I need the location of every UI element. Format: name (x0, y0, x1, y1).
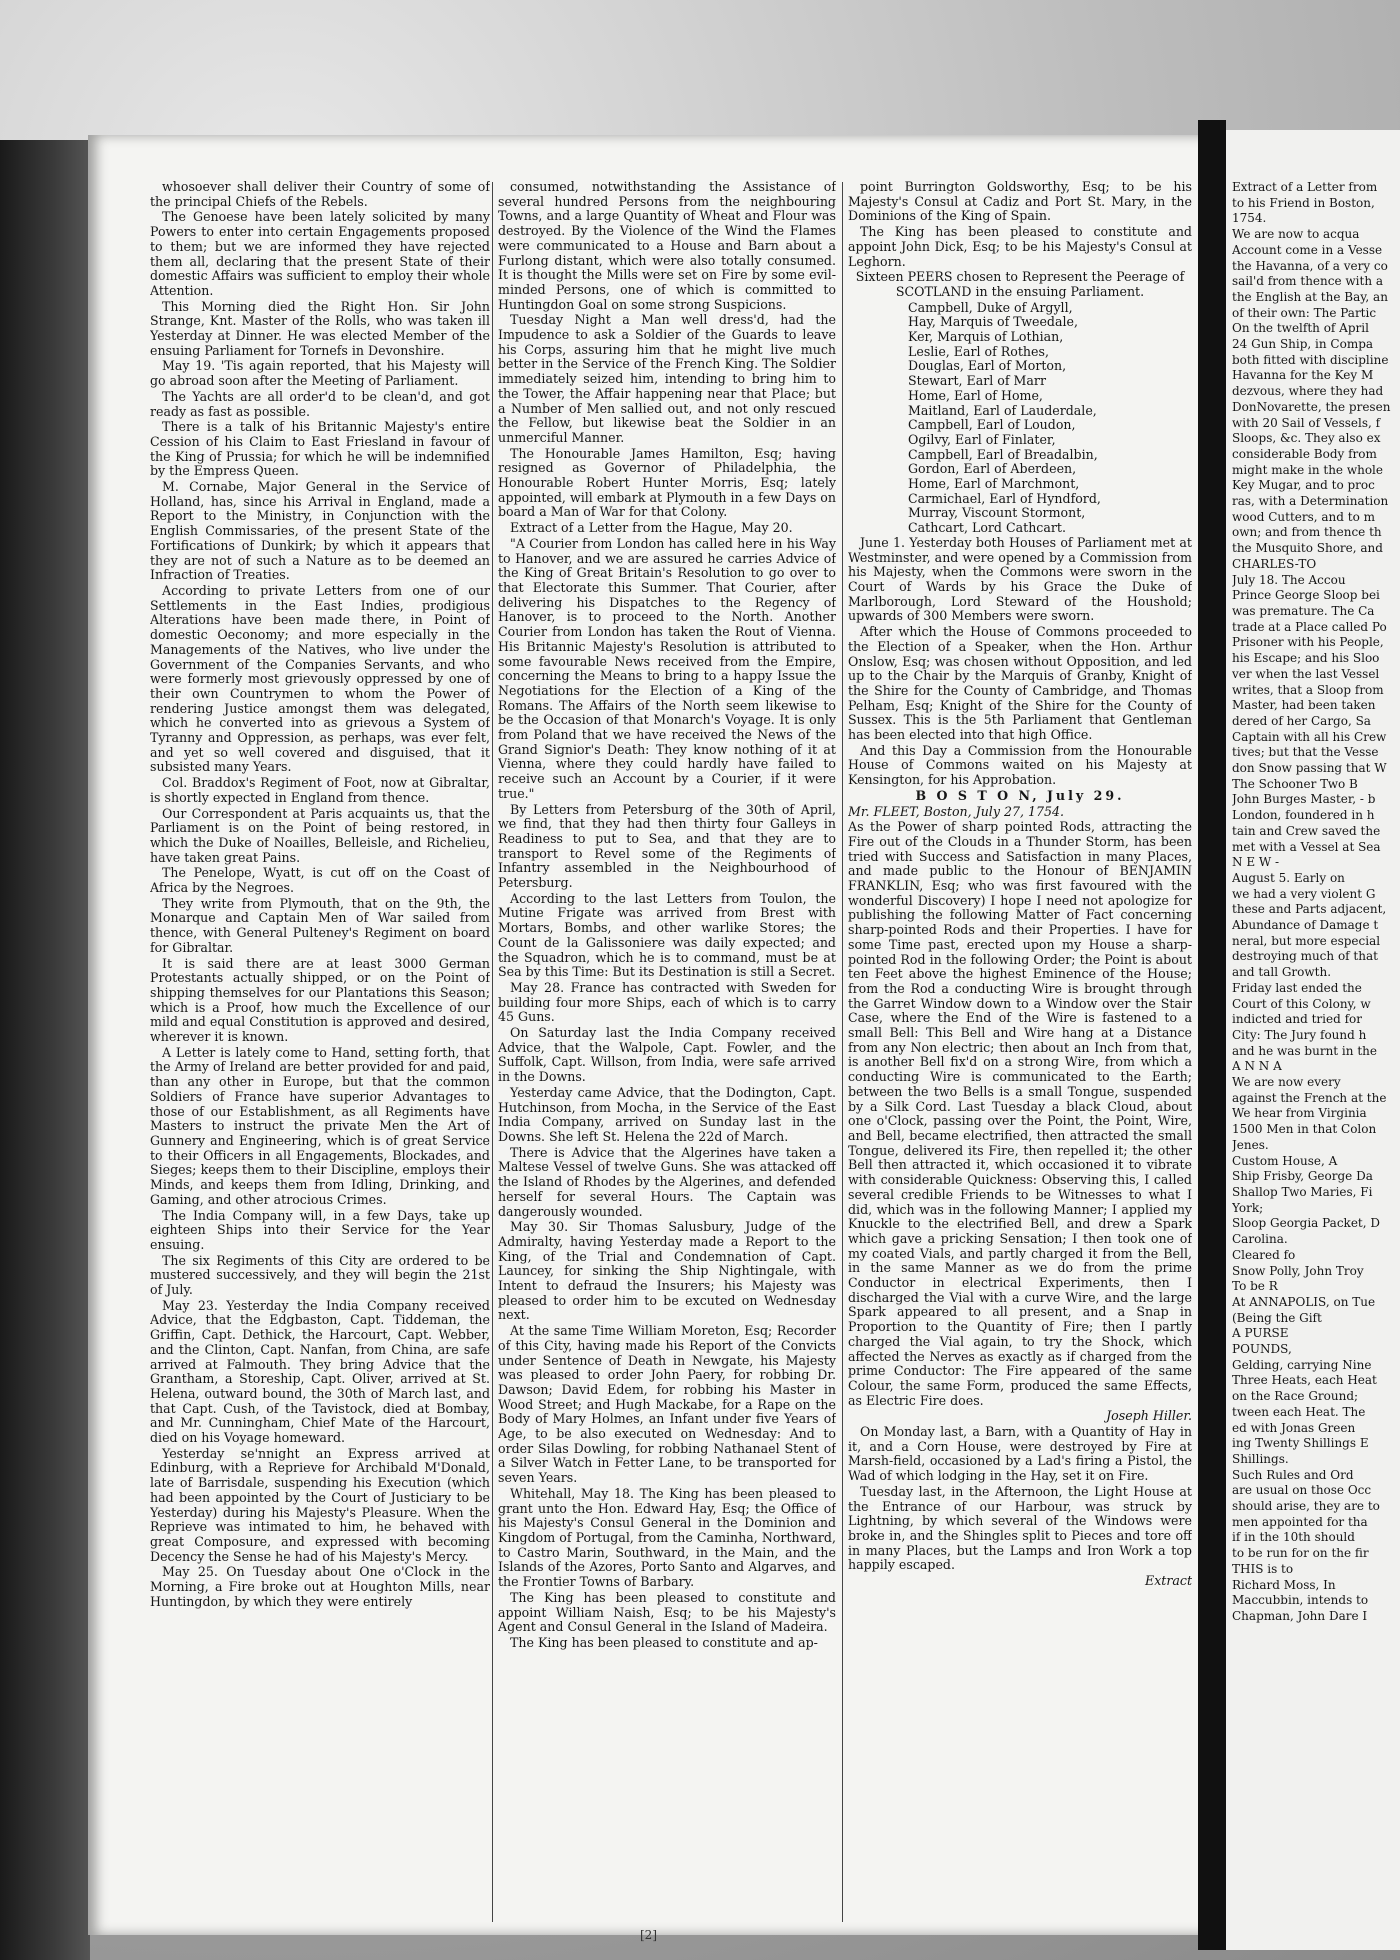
cropped-line: with 20 Sail of Vessels, f (1232, 415, 1381, 430)
news-paragraph: The Penelope, Wyatt, is cut off on the Coast of Africa by the Negroes. (150, 865, 490, 896)
cropped-line: should arise, they are to (1232, 1499, 1380, 1514)
cropped-line: Key Mugar, and to proc (1232, 478, 1375, 493)
news-paragraph: A Letter is lately come to Hand, setting forth, that the Army of Ireland are better provided for and paid, than any other in Europe, but that the common Soldiers of France have superior Advantages to those of our Establishment, as all Regiments have Masters to instruct the private Men the Art of Gunnery and Engineering, which is of great Service to their Officers in all Engagements, Blockades, and Sieges; keeps them to their Discipline, employs their Minds, and keeps them from Idling, Drinking, and Gaming, and other atrocious Crimes. (150, 1044, 490, 1207)
cropped-line: both fitted with discipline (1232, 352, 1389, 367)
news-paragraph: The Yachts are all order'd to be clean'd, and got ready as fast as possible. (150, 388, 490, 419)
peer-name: Carmichael, Earl of Hyndford, (908, 490, 1101, 506)
news-paragraph: May 30. Sir Thomas Salusbury, Judge of the Admiralty, having Yesterday made a Report to the King, of the Trial and Condemnation of Capt. Launcey, for sinking the Ship Nightingale, with Intent to defraud the Insurers; his Majesty was pleased to order him to be excuted on Wednesday next. (498, 1219, 836, 1323)
cropped-line: 1500 Men in that Colon (1232, 1122, 1377, 1137)
letter-heading: Mr. FLEET, Boston, July 27, 1754. (848, 803, 1065, 819)
cropped-line: the Havanna, of a very co (1232, 258, 1388, 273)
franklin-letter-text: As the Power of sharp pointed Rods, attracting the Fire out of the Clouds in a Thunder Storm, has been tried with Success and Satisfaction in many Places, and made public to the Honour of BENJAMIN FRANKLIN, Esq; who was first favoured with the wonderful Discovery) I hope I need not apologize for publishing the following Matter of Fact concerning sharp-pointed Rods and their Properties. I have for some Time past, erected upon my House a sharp-pointed Rod in the following Order; the Point is about ten Feet above the highest Eminence of the House; from the Rod a conducting Wire is brought through the Garret Window down to a Window over the Stair Case, where the End of the Wire is fastened to a small Bell: This Bell and Wire hang at a Distance from any Non electric; then about an Inch from that, is another Bell fix'd on a strong Wire, from which a conducting Wire is communicated to the Earth; between the two Bells is a small Tongue, suspended by a Silk Cord. Last Tuesday a black Cloud, about one o'Clock, passing over the Point, the Point, Wire, and Bell, became electrified, then attracted the small Tongue, delivered its Fire, then repelled it; the other Bell then attracted it, which occasioned it to vibrate with considerable Quickness: Observing this, I called several credible Friends to be Witnesses to what I did, which was in the following Manner; I applied my Knuckle to the electrified Bell, and drew a Spark which gave a pricking Sensation; I then took one of my coated Vials, and partly charged it from the Bell, in the same Manner as we do from the prime Conductor in electrical Experiments, then I discharged the Vial with a curve Wire, and the large Spark appeared to all present, and a Snap in Proportion to the Quantity of Fire; then I partly charged the Vial again, to try the Shock, which affected the Nerves as exactly as if charged from the prime Conductor: The Fire appeared of the same Colour, the same Form, produced the same Effects, as Electric Fire does. (848, 819, 1192, 1408)
cropped-line: Court of this Colony, w (1232, 996, 1371, 1011)
peer-name: Douglas, Earl of Morton, (908, 358, 1067, 374)
cropped-line: wood Cutters, and to m (1232, 509, 1376, 524)
news-paragraph: Extract of a Letter from the Hague, May 20. (510, 520, 793, 536)
cropped-line: tives; but that the Vesse (1232, 745, 1379, 760)
news-paragraph: May 28. France has contracted with Sweden for building four more Ships, each of which is to carry 45 Guns. (498, 979, 836, 1025)
cropped-line: London, foundered in h (1232, 808, 1375, 823)
cropped-line: on the Race Ground; (1232, 1389, 1359, 1404)
cropped-line: Prisoner with his People, (1232, 635, 1384, 650)
cropped-line: At ANNAPOLIS, on Tue (1232, 1294, 1376, 1309)
news-paragraph: Tuesday last, in the Afternoon, the Light House at the Entrance of our Harbour, was struck by Lightning, by which several of the Windows were broke in, and the Shingles split to Pieces and tore off in many Places, but the Lamps and Iron Work a top happily escaped. (848, 1483, 1192, 1573)
news-paragraph: M. Cornabe, Major General in the Service of Holland, has, since his Arrival in England, made a Report to the Ministry, in Conjunction with the English Commissaries, of the present State of the Fortifications of Dunkirk; by which it appears that they are not of such a Nature as to be deemed an Infraction of Treaties. (150, 479, 490, 583)
cropped-line: might make in the whole (1232, 462, 1383, 477)
cropped-line: Maccubbin, intends to (1232, 1593, 1369, 1608)
news-paragraph: The King has been pleased to constitute and appoint John Dick, Esq; to be his Majesty's Consul at Leghorn. (848, 224, 1192, 269)
cropped-line: to his Friend in Boston, (1232, 195, 1375, 210)
column-1 (150, 180, 490, 1920)
peer-name: Campbell, Earl of Breadalbin, (908, 446, 1098, 462)
cropped-line: A PURSE (1232, 1326, 1289, 1341)
parliament-news (848, 536, 1192, 788)
news-paragraph: They write from Plymouth, that on the 9th, the Monarque and Captain Men of War sailed from thence, with General Pulteney's Regiment on board for Gibraltar. (150, 895, 490, 955)
news-paragraph: The six Regiments of this City are ordered to be mustered successively, and they will begin the 21st of July. (150, 1252, 490, 1298)
news-paragraph: Yesterday se'nnight an Express arrived at Edinburg, with a Reprieve for Archibald M'Donald, late of Barrisdale, suspending his Execution (which had been appointed by the Court of Justiciary to be Yesterday) during his Majesty's Pleasure. When the Reprieve was intimated to him, he behaved with great Composure, and expressed with becoming Decency the Sense he had of his Majesty's Mercy. (150, 1445, 490, 1564)
cropped-line: ver when the last Vessel (1232, 666, 1380, 681)
cropped-line: indicted and tried for (1232, 1012, 1363, 1027)
news-paragraph: May 25. On Tuesday about One o'Clock in the Morning, a Fire broke out at Houghton Mills, near Huntingdon, by which they were entirely (150, 1564, 490, 1609)
cropped-line: destroying much of that (1232, 949, 1378, 964)
cropped-line: Prince George Sloop bei (1232, 588, 1380, 603)
cropped-line: Account come in a Vesse (1232, 242, 1383, 257)
cropped-line: Richard Moss, In (1232, 1577, 1336, 1592)
boston-dateline: B O S T O N, July 29. (915, 787, 1125, 803)
page-number: [2] (640, 1928, 657, 1942)
cropped-line: DonNovarette, the presen (1232, 399, 1391, 414)
news-paragraph: There is Advice that the Algerines have taken a Maltese Vessel of twelve Guns. She was attacked off the Island of Rhodes by the Algerines, and defended herself for several Hours. The Captain was dangerously wounded. (498, 1144, 836, 1219)
cropped-line: 24 Gun Ship, in Compa (1232, 337, 1374, 352)
cropped-line: if in the 10th should (1232, 1530, 1355, 1545)
cropped-line: ras, with a Determination (1232, 494, 1389, 509)
news-paragraph: point Burrington Goldsworthy, Esq; to be his Majesty's Consul at Cadiz and Port St. Mary, in the Dominions of the King of Spain. (848, 180, 1192, 224)
boston-news (848, 1425, 1192, 1573)
page-gutter (1198, 120, 1226, 1950)
news-paragraph: There is a talk of his Britannic Majesty's entire Cession of his Claim to East Friesland in favour of the King of Prussia; for which he will be indemnified by the Empress Queen. (150, 419, 490, 479)
cropped-line: We are now every (1232, 1075, 1341, 1090)
cropped-line: to be run for on the fir (1232, 1546, 1369, 1561)
cropped-line: The Schooner Two B (1232, 776, 1358, 791)
peer-name: Leslie, Earl of Rothes, (908, 343, 1049, 359)
cropped-line: we had a very violent G (1232, 886, 1376, 901)
cropped-line: neral, but more especial (1232, 933, 1381, 948)
news-paragraph: On Monday last, a Barn, with a Quantity of Hay in it, and a Corn House, were destroyed by Fire at Marsh-field, occasioned by a Lad's firing a Pistol, the Wad of which lodging in the Hay, set it on Fire. (848, 1424, 1192, 1484)
cropped-line: Carolina. (1232, 1232, 1288, 1247)
news-paragraph: It is said there are at least 3000 German Protestants actually shipped, or on the Point of shipping themselves for our Plantations this Season; which is a Proof, how much the Excellence of our mild and equal Constitution is approved and desired, wherever it is known. (150, 955, 490, 1045)
cropped-line: Custom House, A (1232, 1153, 1338, 1168)
news-paragraph: Our Correspondent at Paris acquaints us, that the Parliament is on the Point of being restored, in which the Duke of Noailles, Belleisle, and Richelieu, have taken great Pains. (150, 805, 490, 865)
cropped-line: On the twelfth of April (1232, 321, 1369, 336)
column-4-cropped (1232, 180, 1400, 1920)
cropped-line: ing Twenty Shillings E (1232, 1436, 1369, 1451)
cropped-line: Captain with all his Crew (1232, 729, 1387, 744)
peer-name: Campbell, Duke of Argyll, (908, 299, 1073, 315)
cropped-line: met with a Vessel at Sea (1232, 839, 1381, 854)
cropped-line: Chapman, John Dare I (1232, 1608, 1368, 1623)
cropped-line: 1754. (1232, 211, 1267, 226)
cropped-line: Shallop Two Maries, Fi (1232, 1185, 1373, 1199)
cropped-line: Sloops, &c. They also ex (1232, 431, 1381, 446)
cropped-line: Abundance of Damage t (1232, 918, 1379, 933)
news-paragraph: On Saturday last the India Company received Advice, that the Walpole, Capt. Fowler, and the Suffolk, Capt. Willson, from India, were safe arrived in the Downs. (498, 1025, 836, 1085)
cropped-line: July 18. The Accou (1232, 572, 1346, 587)
cropped-line: John Burges Master, - b (1232, 792, 1376, 807)
news-paragraph: Whitehall, May 18. The King has been pleased to grant unto the Hon. Edward Hay, Esq; the Office of his Majesty's Consul General in the Dominion and Kingdom of Portugal, from the Caminha, Northward, to Castro Marin, Southward, in the Main, and the Islands of the Azores, Porto Santo and Algarves, and the Frontier Towns of Barbary. (498, 1485, 836, 1590)
cropped-line: tain and Crew saved the (1232, 823, 1381, 838)
news-paragraph: May 23. Yesterday the India Company received Advice, that the Edgbaston, Capt. Tiddeman, the Griffin, Capt. Dethick, the Harcourt, Capt. Webber, and the Clinton, Capt. Nanfan, from China, are safe arrived at Falmouth. They bring Advice that the Grantham, a Storeship, Capt. Oliver, arrived at St. Helena, outward bound, the 30th of March last, and that Capt. Cush, of the Tavistock, died at Bombay, and Mr. Cunningham, Chief Mate of the Harcourt, died on his Voyage homeward. (150, 1297, 490, 1446)
cropped-line: dezvous, where they had (1232, 384, 1384, 399)
news-paragraph: "A Courier from London has called here in his Way to Hanover, and we are assured he carries Advice of the King of Great Britain's Resolution to go over to that Electorate this Summer. That Courier, after delivering his Dispatches to the Regency of Hanover, is to proceed to the North. Another Courier from London has taken the Rout of Vienna. His Britannic Majesty's Resolution is attributed to some favourable News received from the Empire, concerning the Means to bring to a happy Issue the Negotiations for the Election of a King of the Romans. The Affairs of the North seem likewise to be the Occasion of that Monarch's Voyage. It is only from Poland that we have received the News of the Grand Signior's Death: They know nothing of it at Vienna, where they could hardly have failed to receive such an Account by a Courier, if it were true." (498, 535, 836, 801)
signature: Joseph Hiller. (1106, 1408, 1192, 1424)
cropped-line: Snow Polly, John Troy (1232, 1263, 1364, 1278)
news-paragraph: Col. Braddox's Regiment of Foot, now at Gibraltar, is shortly expected in England from thence. (150, 775, 490, 805)
news-paragraph: May 19. 'Tis again reported, that his Majesty will go abroad soon after the Meeting of Parliament. (150, 358, 490, 389)
news-paragraph: At the same Time William Moreton, Esq; Recorder of this City, having made his Report of the Convicts under Sentence of Death in Newgate, his Majesty was pleased to order John Paery, for robbing Dr. Dawson; David Edem, for robbing his Master in Wood Street; and Hugh Mackabe, for a Rape on the Body of Mary Holmes, an Infant under five Years of Age, to be also executed on Wednesday: And to order Silas Dowling, for robbing Nathanael Stent of a Silver Watch in Fetter Lane, to be transported for seven Years. (498, 1323, 836, 1486)
cropped-line: We are now to acqua (1232, 227, 1360, 242)
cropped-line: his Escape; and his Sloo (1232, 651, 1380, 666)
peer-name: Gordon, Earl of Aberdeen, (908, 461, 1077, 477)
news-paragraph: The Genoese have been lately solicited by many Powers to enter into certain Engagements proposed to them; but we are informed they have rejected them all, declaring that the present State of their domestic Affairs was sufficient to employ their whole Attention. (150, 209, 490, 298)
book-binding (0, 140, 90, 1960)
cropped-line: dered of her Cargo, Sa (1232, 713, 1371, 728)
news-paragraph: The India Company will, in a few Days, take up eighteen Ships into their Service for the Year ensuing. (150, 1207, 490, 1252)
cropped-line: ed with Jonas Green (1232, 1420, 1356, 1435)
peer-name: Cathcart, Lord Cathcart. (908, 520, 1066, 536)
news-paragraph: And this Day a Commission from the Honourable House of Commons waited on his Majesty at Kensington, for his Approbation. (848, 742, 1192, 788)
cropped-line: these and Parts adjacent, (1232, 902, 1387, 917)
cropped-line: To be R (1232, 1279, 1278, 1294)
cropped-line: writes, that a Sloop from (1232, 682, 1384, 697)
cropped-line: Gelding, carrying Nine (1232, 1357, 1372, 1372)
news-paragraph: The King has been pleased to constitute and ap- (510, 1634, 818, 1650)
peers-heading: Sixteen PEERS chosen to Represent the Peerage of SCOTLAND in the ensuing Parliament. (855, 269, 1185, 299)
cropped-line: considerable Body from (1232, 446, 1377, 461)
cropped-line: Shillings. (1232, 1451, 1289, 1466)
peer-name: Hay, Marquis of Tweedale, (908, 314, 1078, 330)
news-paragraph: The Honourable James Hamilton, Esq; having resigned as Governor of Philadelphia, the Honourable Robert Hunter Morris, Esq; lately appointed, will embark at Plymouth in a few Days on board a Man of War for that Colony. (498, 445, 836, 520)
cropped-line: the Musquito Shore, and (1232, 541, 1383, 556)
cropped-line: CHARLES-TO (1232, 556, 1317, 571)
news-paragraph: According to the last Letters from Toulon, the Mutine Frigate was arrived from Brest with Mortars, Bombs, and other warlike Stores; the Count de la Galissoniere was daily expected; and the Squadron, which he is to command, must be at Sea by this Time: But its Destination is still a Secret. (498, 890, 836, 980)
news-paragraph: June 1. Yesterday both Houses of Parliament met at Westminster, and were opened by a Commission from his Majesty, when the Commons were sworn in the Court of Wards by his Grace the Duke of Marlborough, Lord Steward of the Houshold; upwards of 300 Members were sworn. (848, 534, 1192, 624)
cropped-line: York; (1232, 1200, 1264, 1215)
peer-name: Home, Earl of Marchmont, (908, 476, 1080, 492)
cropped-line: sail'd from thence with a (1232, 274, 1384, 289)
news-paragraph: consumed, notwithstanding the Assistance of several hundred Persons from the neighbouring Towns, and a large Quantity of Wheat and Flour was destroyed. By the Violence of the Wind the Flames were communicated to a House and Barn about a Furlong distant, which were also totally consumed. It is thought the Mills were set on Fire by some evil-minded Persons, one of which is committed to Huntingdon Goal on some strong Suspicions. (498, 180, 836, 312)
cropped-line: Sloop Georgia Packet, D (1232, 1216, 1380, 1231)
cropped-line: We hear from Virginia (1232, 1106, 1367, 1121)
cropped-line: and he was burnt in the (1232, 1043, 1377, 1058)
peer-name: Home, Earl of Home, (908, 387, 1043, 403)
cropped-line: was premature. The Ca (1232, 603, 1375, 618)
cropped-line: Friday last ended the (1232, 980, 1362, 995)
cropped-line: men appointed for tha (1232, 1514, 1368, 1529)
cropped-line: THIS is to (1232, 1561, 1294, 1576)
cropped-line: Cleared fo (1232, 1247, 1296, 1262)
cropped-line: the English at the Bay, an (1232, 289, 1388, 304)
cropped-line: tween each Heat. The (1232, 1404, 1366, 1419)
cropped-line: N E W - (1232, 855, 1280, 870)
news-paragraph: whosoever shall deliver their Country of some of the principal Chiefs of the Rebels. (150, 180, 490, 209)
cropped-line: August 5. Early on (1232, 870, 1345, 885)
column-2 (498, 180, 836, 1920)
cropped-line: City: The Jury found h (1232, 1027, 1367, 1042)
cropped-line: (Being the Gift (1232, 1310, 1322, 1325)
news-paragraph: This Morning died the Right Hon. Sir John Strange, Knt. Master of the Rolls, who was taken ill Yesterday at Dinner. He was elected Member of the ensuing Parliament for Tornefs in Devonshire. (150, 298, 490, 358)
cropped-line: and tall Growth. (1232, 965, 1332, 980)
peer-name: Ker, Marquis of Lothian, (908, 329, 1064, 345)
peer-name: Stewart, Earl of Marr (908, 373, 1046, 389)
peer-name: Maitland, Earl of Lauderdale, (908, 402, 1097, 418)
news-paragraph: Tuesday Night a Man well dress'd, had the Impudence to ask a Soldier of the Guards to leave his Corps, assuring him that he might live much better in the Service of the French King. The Soldier immediately seized him, intending to bring him to the Tower, the Affair happening near that Place; but a Number of Men sallied out, and not only rescued the Fellow, but likewise beat the Soldier in an unmerciful Manner. (498, 312, 836, 445)
peer-name: Ogilvy, Earl of Finlater, (908, 431, 1056, 447)
news-paragraph: Yesterday came Advice, that the Dodington, Capt. Hutchinson, from Mocha, in the Service of the East India Company, arrived on Sunday last in the Downs. She left St. Helena the 22d of March. (498, 1084, 836, 1144)
cropped-line: Master, had been taken (1232, 698, 1376, 713)
cropped-line: A N N A (1232, 1059, 1282, 1074)
column-rule (492, 182, 493, 1922)
cropped-line: POUNDS, (1232, 1342, 1292, 1357)
cropped-line: Jenes. (1232, 1137, 1269, 1152)
col3-top-block (848, 180, 1192, 269)
cropped-line: Extract of a Letter from (1232, 180, 1378, 194)
catchword: Extract (1145, 1573, 1192, 1589)
cropped-line: Ship Frisby, George Da (1232, 1169, 1373, 1184)
column-rule (842, 182, 843, 1922)
cropped-line: of their own: The Partic (1232, 305, 1377, 320)
peers-list (848, 301, 1192, 536)
cropped-line: Three Heats, each Heat (1232, 1373, 1377, 1388)
news-paragraph: The King has been pleased to constitute and appoint William Naish, Esq; to be his Majesty's Agent and Consul General in the Island of Madeira. (498, 1589, 836, 1635)
peer-name: Murray, Viscount Stormont, (908, 505, 1086, 521)
cropped-line: are usual on those Occ (1232, 1483, 1372, 1498)
peer-name: Campbell, Earl of Loudon, (908, 417, 1076, 433)
column-3 (848, 180, 1192, 1920)
cropped-line: trade at a Place called Po (1232, 619, 1387, 634)
cropped-line: Such Rules and Ord (1232, 1467, 1354, 1482)
cropped-line: own; and from thence th (1232, 525, 1382, 540)
news-paragraph: According to private Letters from one of our Settlements in the East Indies, prodigious Alterations have been made there, in Point of domestic Oeconomy; and more especially in the Managements of the Natives, who live under the Government of the Companies Servants, and who were formerly most grievously oppressed by one of their own Countrymen to whom the Power of rendering Justice amongst them was delegated, which he converted into as grievous a System of Tyranny and Oppression, as perhaps, was ever felt, and yet so well covered and disguised, that it subsisted many Years. (150, 582, 490, 775)
news-paragraph: After which the House of Commons proceeded to the Election of a Speaker, when the Hon. Arthur Onslow, Esq; was chosen without Opposition, and led up to the Chair by the Marquis of Granby, Knight of the Shire for the County of Cambridge, and Thomas Pelham, Esq; Knight of the Shire for the County of Sussex. This is the 5th Parliament that Gentleman has been elected into that high Office. (848, 624, 1192, 743)
cropped-line: against the French at the (1232, 1090, 1387, 1105)
news-paragraph: By Letters from Petersburg of the 30th of April, we find, that they had then thirty four Galleys in Readiness to put to Sea, and that they are to transport to Revel some of the Regiments of Infantry assembled in the Neighbourhood of Petersburg. (498, 801, 836, 891)
cropped-line: don Snow passing that W (1232, 761, 1387, 776)
cropped-line: Havanna for the Key M (1232, 368, 1374, 383)
franklin-letter (848, 820, 1192, 1408)
